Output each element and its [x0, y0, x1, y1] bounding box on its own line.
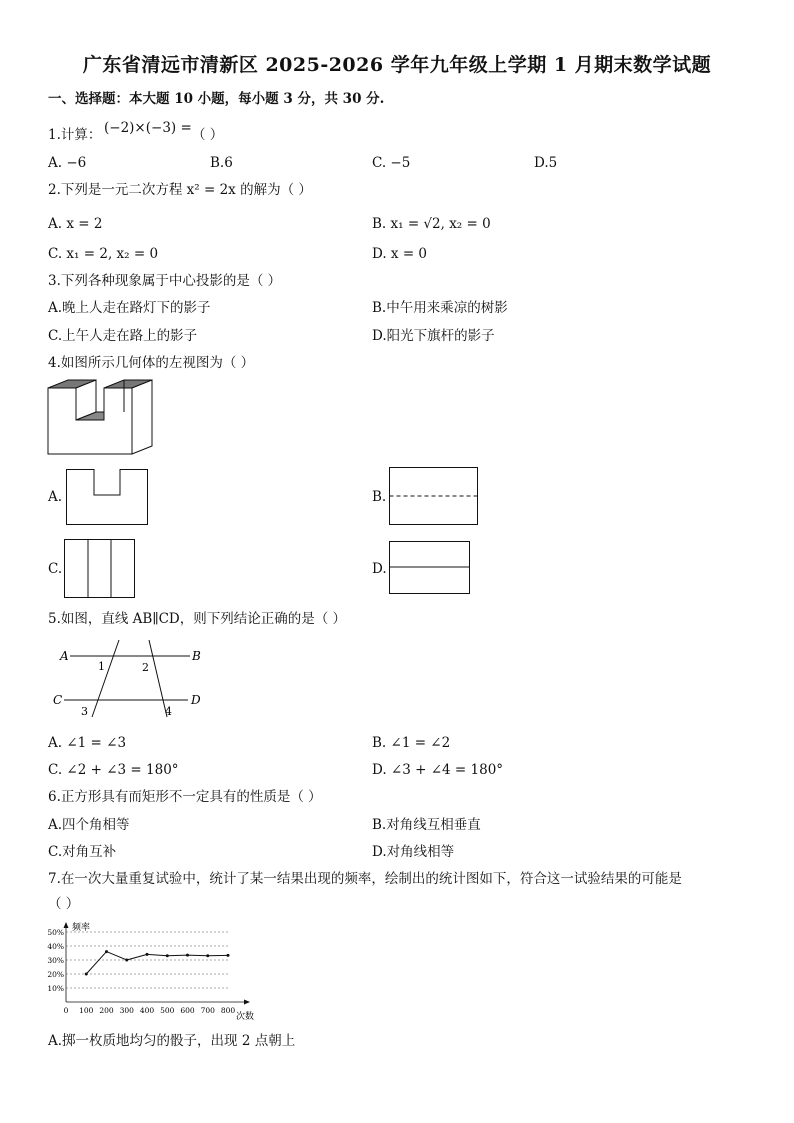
- q7-frequency-chart: [38, 918, 268, 1026]
- q6-option-b[interactable]: B.对角线互相垂直: [372, 817, 481, 833]
- q5-option-d[interactable]: D. ∠3 + ∠4 = 180°: [372, 762, 504, 778]
- chart-data-point: [125, 959, 128, 962]
- q2-option-a[interactable]: A. x = 2: [48, 216, 103, 232]
- chart-y-tick-label: 20%: [47, 970, 64, 979]
- chart-y-arrow: [64, 922, 69, 928]
- q4-option-a[interactable]: A.: [48, 489, 63, 505]
- chart-y-tick-label: 40%: [47, 942, 64, 951]
- chart-y-tick-label: 50%: [47, 928, 64, 937]
- q7-blank: （ ）: [48, 896, 80, 912]
- q2-option-b[interactable]: B. x₁ = √2, x₂ = 0: [372, 216, 491, 232]
- q3-option-b[interactable]: B.中午用来乘凉的树影: [372, 300, 508, 316]
- q5-stem: 5.如图，直线 AB∥CD，则下列结论正确的是（ ）: [48, 611, 347, 627]
- q3-option-a[interactable]: A.晚上人走在路灯下的影子: [48, 300, 211, 316]
- q5-angle-4: 4: [165, 705, 172, 718]
- chart-x-tick-label: 300: [119, 1006, 134, 1015]
- q5-label-c: C: [53, 693, 63, 707]
- q2-stem: 2.下列是一元二次方程 x² = 2x 的解为（ ）: [48, 182, 312, 198]
- q5-parallel-lines-figure: [50, 640, 210, 720]
- chart-ylabel: 频率: [72, 923, 91, 933]
- q5-option-a[interactable]: A. ∠1 = ∠3: [48, 735, 127, 751]
- q1-option-a[interactable]: A. −6: [48, 155, 87, 171]
- q1-expression: (−2)×(−3) =: [104, 120, 192, 136]
- q4-option-c[interactable]: C.: [48, 561, 63, 577]
- q1-blank: （ ）: [192, 127, 224, 143]
- chart-data-point: [186, 954, 189, 957]
- chart-y-tick-label: 30%: [47, 956, 64, 965]
- q1-option-b[interactable]: B.6: [210, 155, 233, 171]
- q4-option-c-figure: [64, 539, 136, 599]
- q5-angle-1: 1: [98, 660, 105, 673]
- q6-option-a[interactable]: A.四个角相等: [48, 817, 130, 833]
- q5-label-a: A: [60, 649, 69, 663]
- q7-stem: 7.在一次大量重复试验中，统计了某一结果出现的频率，绘制出的统计图如下，符合这一试验结果的可能是: [48, 871, 682, 887]
- q6-stem: 6.正方形具有而矩形不一定具有的性质是（ ）: [48, 789, 322, 805]
- q5-option-b[interactable]: B. ∠1 = ∠2: [372, 735, 451, 751]
- chart-data-point: [85, 973, 88, 976]
- chart-x-tick-label: 500: [160, 1006, 175, 1015]
- q5-label-b: B: [192, 649, 201, 663]
- chart-y-tick-label: 10%: [47, 984, 64, 993]
- q6-option-c[interactable]: C.对角互补: [48, 844, 117, 860]
- chart-x-tick-label: 200: [99, 1006, 114, 1015]
- q4-solid-figure: [48, 380, 154, 456]
- q1-option-d[interactable]: D.5: [534, 155, 558, 171]
- q4-option-a-figure: [66, 469, 148, 525]
- chart-xlabel: 次数: [236, 1012, 255, 1022]
- q5-label-d: D: [191, 693, 201, 707]
- q5-angle-2: 2: [142, 661, 149, 674]
- q4-option-d-figure: [389, 541, 471, 595]
- section-heading: 一、选择题：本大题 10 小题，每小题 3 分，共 30 分.: [48, 91, 385, 107]
- chart-x-tick-label: 100: [79, 1006, 94, 1015]
- chart-x-tick-label: 800: [220, 1006, 236, 1015]
- q1-option-c[interactable]: C. −5: [372, 155, 411, 171]
- q4-stem: 4.如图所示几何体的左视图为（ ）: [48, 355, 255, 371]
- q3-option-d[interactable]: D.阳光下旗杆的影子: [372, 328, 495, 344]
- q6-option-d[interactable]: D.对角线相等: [372, 844, 455, 860]
- chart-data-point: [146, 953, 149, 956]
- chart-x-tick-label: 400: [139, 1006, 155, 1015]
- chart-x-tick-label: 0: [63, 1006, 69, 1015]
- chart-x-arrow: [244, 1000, 250, 1005]
- exam-title: 广东省清远市清新区 2025-2026 学年九年级上学期 1 月期末数学试题: [82, 54, 712, 76]
- q4-option-b[interactable]: B.: [372, 489, 387, 505]
- chart-x-tick-label: 700: [200, 1006, 215, 1015]
- chart-data-point: [105, 950, 108, 953]
- chart-data-point: [206, 954, 209, 957]
- q4-option-b-figure: [389, 467, 479, 525]
- q2-option-d[interactable]: D. x = 0: [372, 246, 428, 262]
- q3-stem: 3.下列各种现象属于中心投影的是（ ）: [48, 273, 282, 289]
- chart-data-point: [227, 954, 230, 957]
- q1-stem: 1.计算：: [48, 127, 102, 143]
- q5-angle-3: 3: [81, 705, 88, 718]
- q7-option-a[interactable]: A.掷一枚质地均匀的骰子，出现 2 点朝上: [48, 1033, 296, 1049]
- q3-option-c[interactable]: C.上午人走在路上的影子: [48, 328, 198, 344]
- q4-option-d[interactable]: D.: [372, 561, 387, 577]
- q5-option-c[interactable]: C. ∠2 + ∠3 = 180°: [48, 762, 179, 778]
- chart-data-point: [166, 954, 169, 957]
- q2-option-c[interactable]: C. x₁ = 2, x₂ = 0: [48, 246, 159, 262]
- chart-x-tick-label: 600: [180, 1006, 195, 1015]
